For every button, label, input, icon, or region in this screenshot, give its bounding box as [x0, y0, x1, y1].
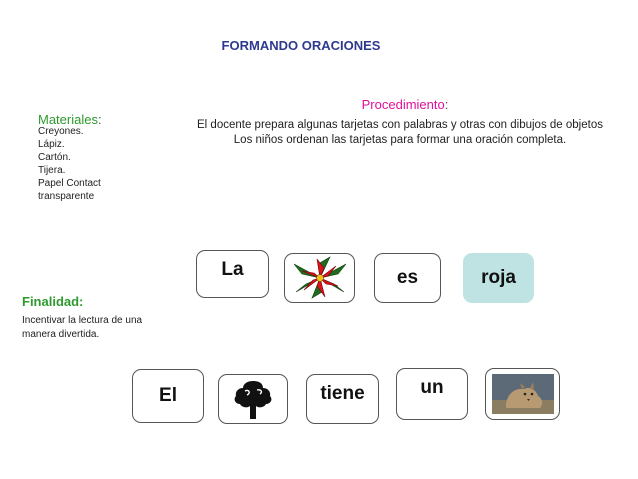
procedimiento-line: El docente prepara algunas tarjetas con palabras y otras con dibujos de objetos — [197, 119, 603, 131]
finalidad-text: Incentivar la lectura de una manera divertida. — [22, 315, 143, 340]
materiales-item: Cartón. — [38, 152, 71, 163]
procedimiento-text — [180, 118, 620, 148]
word-card-label: La — [221, 259, 244, 280]
procedimiento-line: Los niños ordenan las tarjetas para formar una oración completa. — [233, 134, 567, 146]
word-card-el — [132, 369, 204, 423]
picture-card-cougar — [485, 368, 560, 420]
word-card-label: tiene — [320, 383, 365, 404]
procedimiento-colon: : — [444, 97, 449, 112]
materiales-item: Lápiz. — [38, 139, 65, 150]
materiales-heading-label: Materiales — [38, 112, 98, 127]
materiales-colon: : — [97, 112, 102, 127]
word-card-label: El — [159, 385, 177, 406]
materiales-list — [38, 125, 148, 203]
word-card-roja — [463, 253, 534, 303]
word-card-un — [396, 368, 468, 420]
word-card-es — [374, 253, 441, 303]
poinsettia-icon — [290, 256, 350, 300]
page-title: FORMANDO ORACIONES — [221, 38, 381, 53]
word-card-la — [196, 250, 269, 298]
picture-card-tree — [218, 374, 288, 424]
word-card-label: es — [396, 267, 419, 288]
tree-icon — [231, 377, 275, 421]
word-card-tiene — [306, 374, 379, 424]
procedimiento-heading-label: Procedimiento — [361, 97, 445, 112]
materiales-item: Papel Contact transparente — [38, 178, 101, 202]
finalidad-heading: Finalidad: — [22, 294, 84, 309]
word-card-label: roja — [481, 267, 516, 288]
materiales-item: Tijera. — [38, 165, 66, 176]
materiales-item: Creyones. — [38, 126, 84, 137]
cougar-photo — [492, 374, 554, 414]
word-card-label: un — [420, 377, 444, 398]
procedimiento-heading — [300, 97, 510, 112]
picture-card-poinsettia — [284, 253, 355, 303]
